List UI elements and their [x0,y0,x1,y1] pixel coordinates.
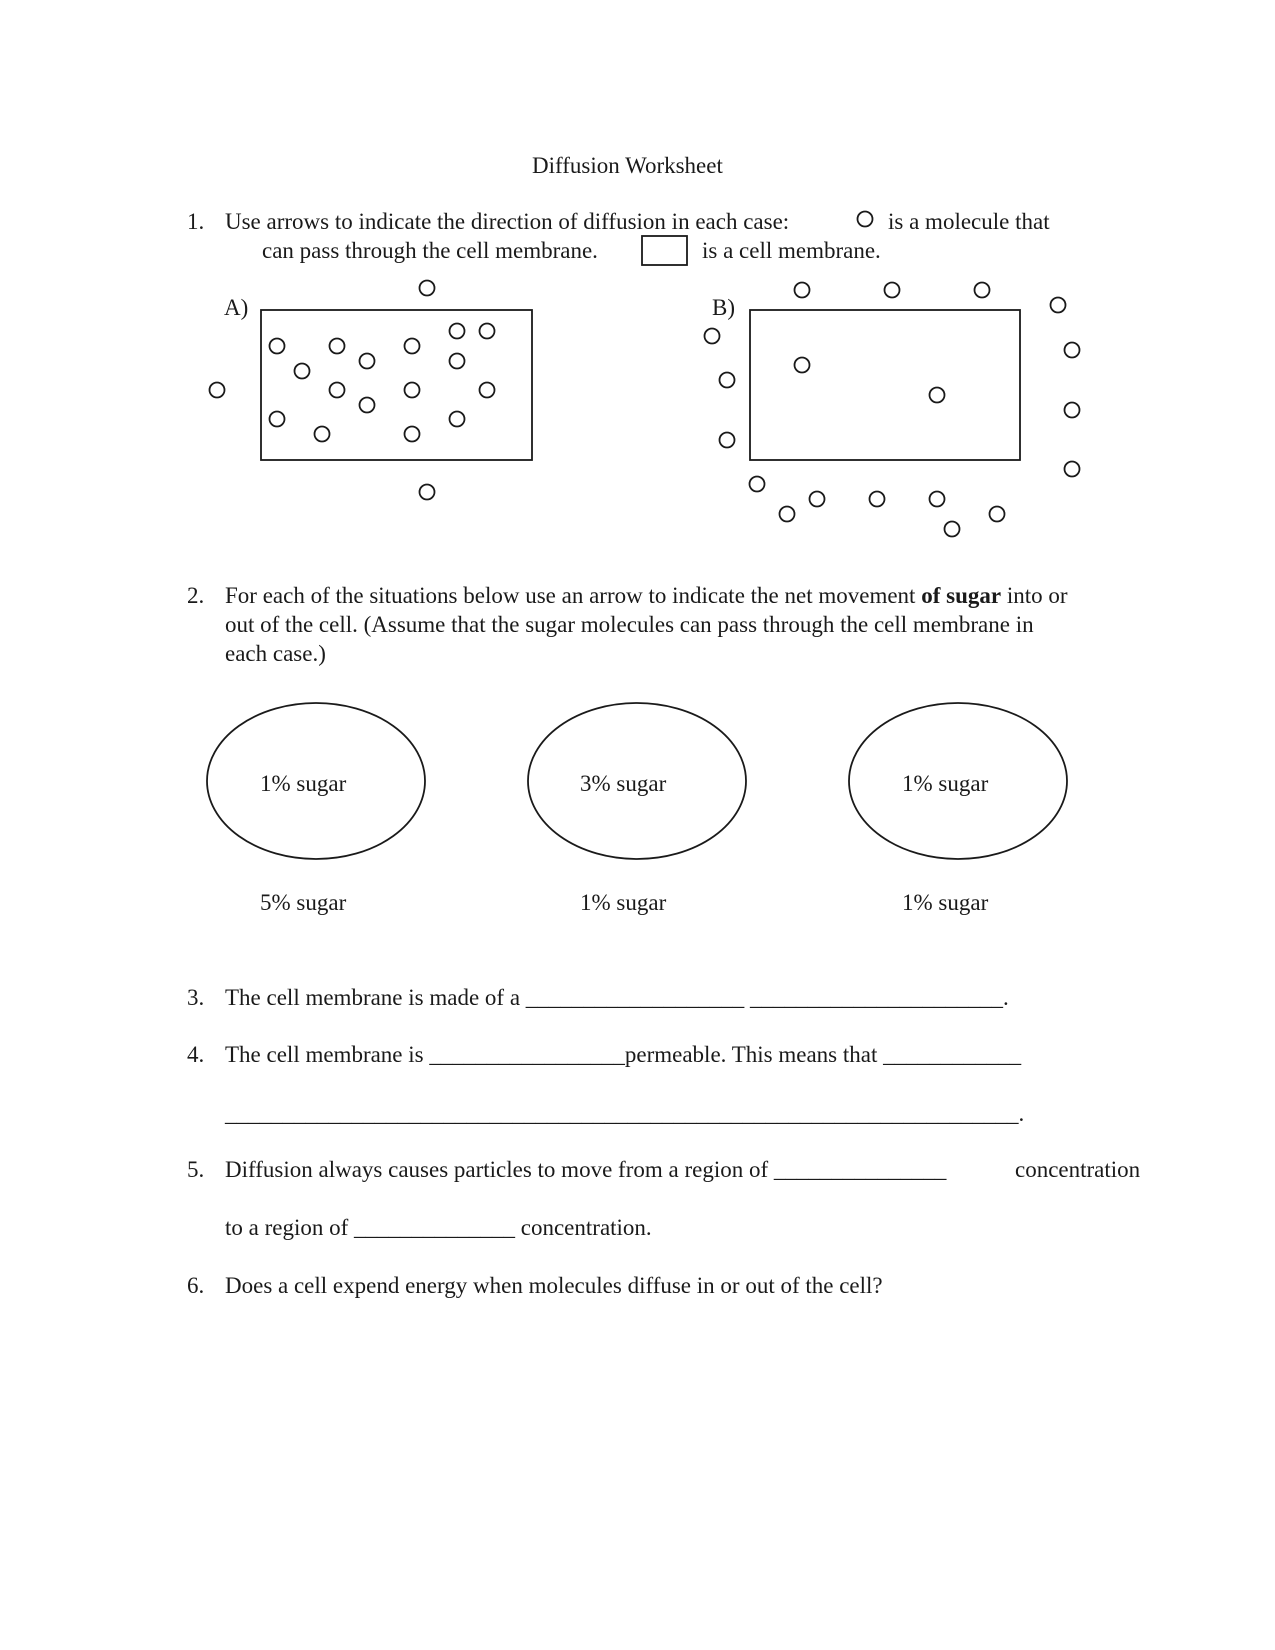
q6-number: 6. [187,1273,205,1298]
q5-number: 5. [187,1157,205,1182]
membrane-legend-icon [642,236,687,265]
cell-3-outline [849,703,1067,859]
cell-b-molecule-18 [945,522,960,537]
cell-1-inside-label: 1% sugar [260,771,347,796]
q4-text-b: permeable. This means that [624,1042,878,1067]
q2-line1-bold: of sugar [921,583,1002,608]
cell-2-inside-label: 3% sugar [580,771,667,796]
q1-line2-b: is a cell membrane. [702,238,881,263]
q3-blank-1[interactable]: ___________________ [525,985,745,1010]
q5-text-d: concentration. [520,1215,652,1240]
q2-line1-b: into or [1006,583,1068,608]
cell-b-molecule-3 [975,283,990,298]
q2-line2: out of the cell. (Assume that the sugar molecules can pass through the cell membrane in [225,612,1034,637]
cell-a-molecule-10 [360,354,375,369]
q5-text-b: concentration [1015,1157,1141,1182]
q3-text: The cell membrane is made of a [225,985,521,1010]
q5-text-a: Diffusion always causes particles to move from a region of [225,1157,769,1182]
cell-b-molecules [705,283,1080,537]
page-title: Diffusion Worksheet [532,153,723,178]
q3-period: . [1003,985,1009,1010]
cell-b-molecule-15 [810,492,825,507]
cell-2-outside-label: 1% sugar [580,890,667,915]
cell-b-molecule-17 [930,492,945,507]
q1-label-b: B) [712,295,735,320]
cell-3-outside-label: 1% sugar [902,890,989,915]
q4-period: . [1018,1101,1025,1126]
cell-1-outline [207,703,425,859]
cell-a-molecule-1 [420,281,435,296]
cell-b-molecule-11 [795,358,810,373]
q1-number: 1. [187,209,205,234]
cell-a-molecule-19 [450,412,465,427]
q6-text: Does a cell expend energy when molecules diffuse in or out of the cell? [225,1273,883,1298]
cell-a-molecule-17 [315,427,330,442]
q5-blank-1[interactable]: _______________ [773,1157,947,1182]
q3-blank-2[interactable]: ______________________ [750,985,1004,1010]
cell-b-molecule-7 [720,373,735,388]
q2-number: 2. [187,583,205,608]
cell-a-molecule-5 [330,339,345,354]
cell-a-molecule-9 [295,364,310,379]
cell-b-molecule-19 [990,507,1005,522]
q4-blank-2[interactable]: ____________ [883,1042,1022,1067]
q4-number: 4. [187,1042,205,1067]
cell-a-molecule-13 [405,383,420,398]
molecule-legend-icon [858,212,873,227]
cell-a-molecule-14 [480,383,495,398]
cell-a-molecule-12 [330,383,345,398]
cell-b-molecule-13 [750,477,765,492]
cell-a-molecule-3 [420,485,435,500]
q1-line1-a: Use arrows to indicate the direction of diffusion in each case: [225,209,790,234]
cell-b-molecule-14 [780,507,795,522]
q4-blank-1[interactable]: _________________ [429,1042,625,1067]
q2-line1-a: For each of the situations below use an arrow to indicate the net movement [225,583,916,608]
q3-number: 3. [187,985,205,1010]
cell-2-outline [528,703,746,859]
q5-blank-2[interactable]: ______________ [354,1215,516,1240]
cell-1-outside-label: 5% sugar [260,890,347,915]
cell-b-molecule-4 [1051,298,1066,313]
cell-b-molecule-10 [1065,462,1080,477]
cell-b-membrane [750,310,1020,460]
cell-3-inside-label: 1% sugar [902,771,989,796]
cell-a-molecule-6 [405,339,420,354]
cell-b-molecule-8 [1065,403,1080,418]
cell-a-molecule-4 [270,339,285,354]
q1-line1-b: is a molecule that [888,209,1050,234]
q1-line2-a: can pass through the cell membrane. [262,238,598,263]
cell-a-molecule-11 [450,354,465,369]
q2-line3: each case.) [225,641,326,666]
cell-a-molecule-2 [210,383,225,398]
cell-a-molecule-8 [480,324,495,339]
cell-b-molecule-16 [870,492,885,507]
cell-b-molecule-9 [720,433,735,448]
q4-text-a: The cell membrane is [225,1042,424,1067]
q1-label-a: A) [224,295,249,320]
q5-text-c: to a region of [225,1215,349,1240]
cell-b-molecule-12 [930,388,945,403]
cell-a-molecule-15 [360,398,375,413]
cell-b-molecule-5 [705,329,720,344]
q4-blank-3[interactable]: _____________________________________________________________________ [225,1101,1019,1126]
cell-a-molecule-7 [450,324,465,339]
cell-b-molecule-1 [795,283,810,298]
cell-b-molecule-2 [885,283,900,298]
cell-a-molecules [210,281,495,500]
cell-a-molecule-16 [270,412,285,427]
cell-b-molecule-6 [1065,343,1080,358]
cell-a-molecule-18 [405,427,420,442]
